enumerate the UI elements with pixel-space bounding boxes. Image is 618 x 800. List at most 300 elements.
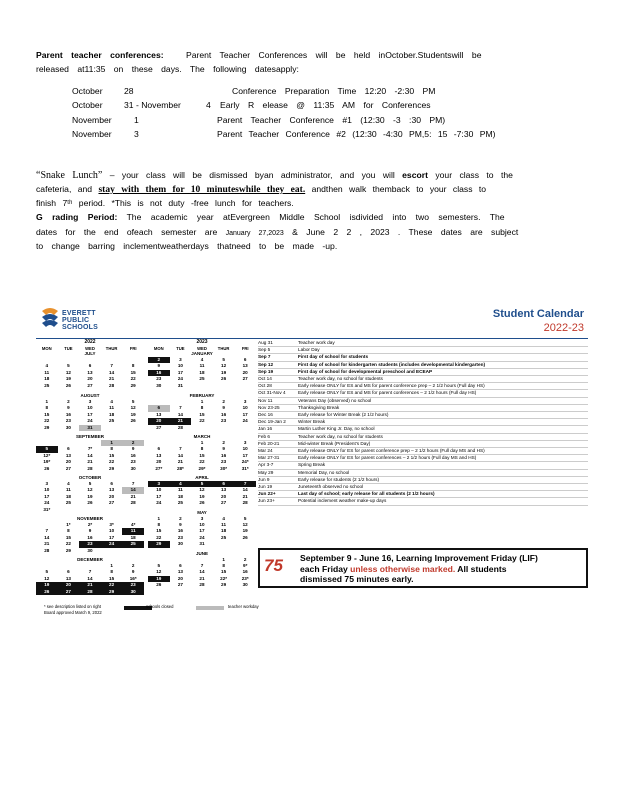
event-row — [258, 498, 588, 505]
day-cell: 11 — [221, 521, 227, 527]
day-cell: 24 — [101, 541, 123, 547]
day-cell: 31 — [199, 541, 205, 547]
lif-number: 75 — [264, 556, 283, 575]
event-text: Teacher work day, no school for students — [298, 376, 383, 382]
day-cell: 19 — [199, 493, 205, 499]
day-cell: 27 — [87, 382, 93, 388]
event-row — [258, 398, 588, 405]
event-row — [258, 448, 588, 455]
day-cell: 18 — [177, 493, 183, 499]
day-cell — [101, 548, 123, 554]
day-cell: 19 — [130, 411, 136, 417]
day-cell: 14 — [177, 411, 183, 417]
day-cell: 15 — [65, 534, 71, 540]
month-block — [36, 393, 144, 431]
day-cell: 9* — [243, 562, 248, 568]
day-cell: 4 — [67, 481, 70, 486]
day-cell: 23 — [221, 418, 227, 424]
day-cell: 29 — [148, 541, 170, 547]
snake-text: cafeteria, and — [36, 184, 93, 194]
day-cell: 22* — [220, 575, 228, 581]
event-text: Early release for Winter Break (2 1/2 hours) — [298, 412, 389, 418]
event-row — [258, 491, 588, 498]
conferences-line1 — [36, 50, 482, 61]
day-cell — [234, 425, 256, 431]
event-row — [258, 470, 588, 477]
day-cell: 13 — [65, 452, 71, 458]
dow-label: THUR — [105, 346, 118, 351]
event-row — [258, 426, 588, 433]
day-cell: 11 — [177, 487, 183, 493]
dow-label: MON — [41, 346, 52, 351]
day-cell: 16 — [242, 569, 248, 575]
day-cell: 13 — [65, 575, 71, 581]
day-cell: 22 — [199, 418, 205, 424]
day-cell: 11 — [109, 405, 115, 411]
day-cell: 6 — [88, 363, 92, 369]
snake-escort: escort — [402, 170, 428, 180]
legend-note: Board approved March 9, 2022 — [44, 609, 102, 615]
event-date: Mar 27-31 — [258, 455, 280, 461]
event-date: Mar 24 — [258, 448, 273, 454]
day-cell: 15 — [199, 452, 205, 458]
day-cell: 27 — [58, 589, 80, 595]
day-cell — [122, 425, 144, 431]
day-cell: 19* — [43, 459, 51, 465]
day-cell: 2* — [87, 522, 93, 527]
event-row — [258, 390, 588, 397]
event-text: Spring Break — [298, 462, 326, 468]
day-cell: 1 — [101, 440, 123, 446]
day-cell: 28* — [176, 465, 184, 471]
event-text: Martin Luther King Jr. Day, no school — [298, 426, 375, 432]
day-cell: 27 — [156, 424, 162, 430]
event-date: Jan 16 — [258, 426, 273, 432]
day-cell: 23 — [130, 459, 136, 465]
event-text: Early release for students (2 1/2 hours) — [298, 476, 380, 482]
month-name: FEBRUARY — [189, 393, 215, 398]
day-cell: 5 — [191, 481, 213, 487]
day-cell: 5 — [67, 363, 70, 369]
event-row — [258, 412, 588, 419]
event-row — [258, 484, 588, 491]
day-cell: 2 — [222, 440, 225, 445]
legend-closed-label: schools closed — [146, 604, 174, 609]
event-text: First day of school for developmental preschool and ECEAP — [298, 368, 433, 374]
day-cell: 24* — [241, 459, 249, 465]
legend-note: * see description listed on right — [44, 604, 102, 609]
event-row — [258, 340, 588, 347]
day-cell: 7 — [45, 528, 49, 534]
lif-text — [300, 553, 538, 585]
grading-label: G rading Period: — [36, 212, 118, 222]
day-cell: 14 — [87, 452, 93, 458]
event-date: Nov 23-25 — [258, 404, 280, 410]
day-cell: 3* — [109, 522, 114, 527]
day-cell: 6 — [213, 481, 235, 487]
day-cell: 2 — [131, 563, 135, 568]
day-cell: 21 — [87, 459, 93, 465]
day-cell: 22 — [65, 541, 71, 547]
day-cell: 12 — [44, 575, 50, 581]
day-cell: 11 — [122, 528, 144, 534]
month-block — [148, 434, 256, 472]
day-cell: 16 — [221, 411, 227, 417]
day-cell: 4 — [170, 481, 192, 487]
day-cell: 27 — [177, 582, 183, 588]
day-cell: 8 — [157, 521, 161, 527]
day-cell: 26 — [156, 582, 162, 588]
day-cell: 13 — [109, 487, 115, 493]
day-cell: 31 — [79, 425, 101, 431]
day-cell: 6 — [148, 405, 170, 411]
date-day: 28 — [124, 86, 134, 96]
event-date: Dec 19-Jan 2 — [258, 419, 286, 425]
day-cell: 18 — [130, 534, 136, 540]
event-row — [258, 362, 588, 369]
day-cell: 29* — [198, 465, 206, 471]
month-name: MAY — [197, 509, 207, 515]
day-cell: 8 — [67, 528, 70, 534]
day-cell: 21 — [44, 541, 50, 547]
event-row — [258, 455, 588, 462]
month-grid — [36, 481, 144, 513]
day-cell: 21 — [199, 575, 205, 581]
day-cell: 6 — [67, 446, 70, 452]
day-cell: 14 — [44, 534, 50, 540]
day-cell: 23 — [79, 541, 101, 547]
month-name: NOVEMBER — [76, 516, 103, 521]
dow-label: TUE — [176, 346, 185, 351]
day-cell: 27 — [221, 500, 227, 506]
logo-line: EVERETT — [62, 310, 96, 317]
date-month: October — [72, 100, 103, 110]
day-cell: 19 — [148, 576, 170, 582]
day-cell: 18 — [109, 411, 115, 417]
dow-label: TUE — [64, 346, 73, 351]
day-cell: 10 — [109, 528, 115, 534]
day-cell: 28 — [109, 382, 115, 388]
day-cell: 1 — [110, 563, 113, 568]
calendar-year: 2022-23 — [543, 322, 584, 334]
day-cell: 30 — [122, 589, 144, 595]
day-cell: 25 — [122, 541, 144, 547]
event-text: Early release ONLY for ES for parent conferences – 2 1/2 hours (Full day MS and HS) — [298, 455, 477, 461]
day-cell: 17 — [242, 452, 248, 458]
day-cell: 30 — [87, 547, 93, 553]
month-grid — [36, 522, 144, 554]
day-cell: 9 — [131, 569, 135, 575]
event-row — [258, 354, 588, 361]
dow-label: THUR — [217, 346, 230, 351]
day-cell: 10 — [199, 521, 205, 527]
day-cell — [213, 425, 235, 431]
event-list — [258, 340, 588, 506]
day-cell: 8 — [45, 405, 49, 411]
event-date: Feb 6 — [258, 433, 270, 439]
day-cell: 14 — [177, 452, 183, 458]
event-row — [258, 477, 588, 484]
day-cell: 13 — [156, 452, 162, 458]
day-cell: 20 — [58, 582, 80, 588]
day-cell: 16 — [130, 452, 136, 458]
event-text: Teacher work day — [298, 340, 335, 345]
day-cell: 4* — [131, 522, 136, 527]
day-cell: 20 — [177, 575, 183, 581]
day-cell: 25 — [177, 500, 183, 506]
day-cell: 29 — [65, 547, 71, 553]
left-year-label: 2022 — [84, 339, 96, 345]
day-cell: 16 — [87, 534, 93, 540]
day-cell: 17 — [242, 411, 248, 417]
day-cell: 16 — [148, 370, 170, 376]
event-date: Oct 28 — [258, 383, 272, 389]
day-cell: 17 — [156, 493, 162, 499]
grading-line2 — [36, 227, 518, 239]
day-cell: 19 — [36, 582, 58, 588]
day-cell: 7 — [131, 481, 135, 486]
day-cell: 15 — [109, 452, 115, 458]
event-text: Early release ONLY for ES and MS for parent conference prep – 2 1/2 hours (Full day HS) — [298, 383, 485, 389]
day-cell: 9 — [222, 446, 225, 452]
day-cell: 19 — [87, 493, 93, 499]
day-cell: 27 — [109, 500, 115, 506]
day-cell: 1 — [45, 399, 49, 404]
day-cell: 18 — [221, 528, 227, 534]
legend-notes — [44, 604, 102, 615]
day-cell: 18 — [199, 369, 205, 375]
event-date: May 29 — [258, 469, 274, 475]
day-cell: 9 — [88, 528, 92, 534]
day-cell: 22 — [101, 582, 123, 588]
day-cell: 24 — [242, 418, 248, 424]
event-row — [258, 405, 588, 412]
day-cell: 30 — [242, 582, 248, 588]
day-cell: 20 — [148, 418, 170, 424]
dow-label: WED — [197, 346, 207, 351]
day-cell: 3 — [148, 481, 170, 487]
grading-text: dates for the end ofeach semester are — [36, 227, 218, 237]
day-cell: 6 — [243, 357, 247, 362]
day-cell: 8 — [200, 405, 204, 411]
lif-line — [300, 564, 538, 575]
month-block — [148, 346, 256, 389]
day-cell: 31 — [177, 382, 183, 388]
event-date: Apr 3-7 — [258, 462, 274, 468]
month-name: JANUARY — [191, 351, 213, 356]
day-cell — [58, 507, 80, 513]
day-cell: 30 — [130, 465, 136, 471]
day-cell — [234, 383, 256, 389]
day-cell: 3 — [243, 399, 247, 404]
day-cell: 4 — [45, 363, 49, 369]
day-cell: 1 — [157, 515, 161, 521]
day-cell: 17 — [44, 493, 50, 499]
day-cell: 26 — [221, 376, 227, 382]
day-cell: 8 — [200, 446, 204, 452]
day-cell: 8 — [110, 569, 113, 575]
day-cell: 16* — [129, 575, 137, 581]
date-month: November — [72, 115, 112, 125]
month-block — [148, 393, 256, 431]
day-cell: 5 — [88, 481, 92, 486]
day-cell: 14 — [122, 487, 144, 493]
day-cell: 5 — [131, 399, 135, 404]
day-cell: 10 — [242, 405, 248, 411]
right-year-label: 2023 — [196, 339, 208, 345]
day-cell: 7 — [88, 569, 92, 575]
day-cell: 23 — [65, 418, 71, 424]
day-cell: 7 — [200, 562, 204, 568]
day-cell: 2 — [148, 357, 170, 363]
day-cell: 26 — [199, 500, 205, 506]
day-cell: 3 — [88, 399, 92, 404]
day-cell — [122, 548, 144, 554]
conferences-text: Parent Teacher Conferences will be held inOctober.Studentswill be — [185, 50, 482, 60]
day-cell: 25 — [221, 534, 227, 540]
day-cell: 9 — [222, 405, 225, 411]
day-cell: 5 — [157, 562, 161, 568]
snake-emphasis: stay with them for 10 minuteswhile they eat. — [98, 185, 306, 195]
day-cell: 23 — [177, 534, 183, 540]
day-cell: 8 — [222, 562, 225, 568]
day-cell: 27 — [242, 376, 248, 382]
day-cell: 15 — [109, 575, 115, 581]
day-cell: 30* — [220, 465, 228, 471]
day-cell — [101, 425, 123, 431]
day-cell: 9 — [67, 405, 70, 411]
event-row — [258, 376, 588, 383]
day-cell: 29 — [44, 424, 50, 430]
event-date: Jun 23+ — [258, 498, 275, 504]
lif-emphasis: unless otherwise marked. — [350, 563, 456, 574]
day-cell: 13 — [221, 487, 227, 493]
day-cell: 28 — [44, 547, 50, 553]
event-text: Potential inclement weather make-up days — [298, 498, 387, 504]
event-text: First day of school for students — [298, 354, 369, 360]
day-cell: 8 — [110, 446, 113, 452]
event-row — [258, 347, 588, 354]
day-cell: 26 — [242, 534, 248, 540]
day-cell: 20 — [65, 459, 71, 465]
day-cell: 2 — [122, 440, 144, 446]
day-cell: 18 — [65, 493, 71, 499]
event-date: Jun 22+ — [258, 491, 276, 497]
month-grid — [36, 357, 144, 389]
day-cell — [213, 541, 235, 547]
day-cell: 22 — [44, 418, 50, 424]
event-date: Sep 5 — [258, 347, 271, 353]
day-cell: 10 — [242, 446, 248, 452]
day-cell: 11 — [199, 363, 205, 369]
grading-text: & June 2 2 , 2023 . These dates are subject — [292, 227, 519, 237]
day-cell — [213, 383, 235, 389]
day-cell: 15 — [221, 569, 227, 575]
day-cell: 6 — [67, 569, 70, 575]
month-block — [36, 475, 144, 513]
logo-line: PUBLIC — [62, 317, 90, 324]
day-cell: 25 — [44, 382, 50, 388]
day-cell: 25 — [199, 376, 205, 382]
event-date: Jun 19 — [258, 484, 273, 490]
month-block — [148, 475, 256, 507]
day-cell: 7 — [179, 405, 182, 411]
day-cell: 28 — [242, 500, 248, 506]
day-cell — [191, 383, 213, 389]
snake-line1 — [36, 170, 513, 181]
day-cell: 31* — [241, 465, 249, 471]
day-cell: 10 — [177, 363, 183, 369]
day-cell: 25 — [109, 418, 115, 424]
day-cell: 30 — [156, 382, 162, 388]
day-cell: 12 — [130, 405, 136, 411]
day-cell: 31* — [43, 506, 51, 512]
day-cell: 12 — [221, 363, 227, 369]
month-name: MARCH — [193, 434, 211, 439]
day-cell: 19 — [242, 528, 248, 534]
logo-line: SCHOOLS — [62, 324, 99, 331]
day-cell: 14 — [109, 369, 115, 375]
day-cell: 26 — [65, 382, 71, 388]
event-date: Oct 14 — [258, 376, 272, 382]
event-row — [258, 369, 588, 376]
event-text: Labor Day — [298, 347, 320, 353]
day-cell: 24 — [199, 534, 205, 540]
district-logo — [40, 307, 104, 337]
day-cell: 20 — [221, 493, 227, 499]
day-cell: 14 — [242, 487, 248, 493]
day-cell: 10 — [44, 487, 50, 493]
event-text: Last day of school; early release for all students (2 1/2 hours) — [298, 491, 435, 497]
day-cell: 23 — [156, 376, 162, 382]
day-cell: 20 — [87, 376, 93, 382]
event-row — [258, 441, 588, 448]
day-cell: 7 — [179, 446, 182, 452]
day-cell: 28 — [199, 582, 205, 588]
month-name: JULY — [84, 351, 96, 356]
month-block — [36, 516, 144, 554]
month-block — [148, 551, 256, 589]
day-cell: 4 — [200, 357, 204, 362]
event-date: Sep 19 — [258, 368, 274, 374]
day-cell: 7* — [87, 446, 93, 452]
day-cell — [79, 507, 101, 513]
day-cell: 9 — [179, 521, 182, 527]
logo-mark-icon — [40, 307, 60, 331]
day-cell: 25 — [65, 500, 71, 506]
snake-line2 — [36, 184, 486, 196]
day-cell: 29 — [130, 382, 136, 388]
month-name: AUGUST — [80, 393, 100, 398]
event-row — [258, 462, 588, 469]
day-cell: 19 — [65, 376, 71, 382]
event-text: Mid-winter Break (President's Day) — [298, 440, 371, 446]
day-cell: 19 — [221, 369, 227, 375]
snake-line3: finish 7ᵗʰ period. *This is not duty -free lunch for teachers. — [36, 198, 294, 208]
day-cell: 16 — [177, 528, 183, 534]
day-cell: 3 — [179, 357, 182, 362]
day-cell: 27* — [155, 465, 163, 471]
day-cell: 2 — [222, 399, 225, 404]
lif-seg: each Friday — [300, 563, 351, 574]
day-cell: 10 — [87, 405, 93, 411]
day-cell: 28 — [130, 500, 136, 506]
day-cell: 22 — [109, 459, 115, 465]
event-date: Nov 11 — [258, 397, 273, 403]
logo-text — [62, 310, 98, 331]
month-grid — [148, 399, 256, 431]
day-cell: 26 — [44, 465, 50, 471]
